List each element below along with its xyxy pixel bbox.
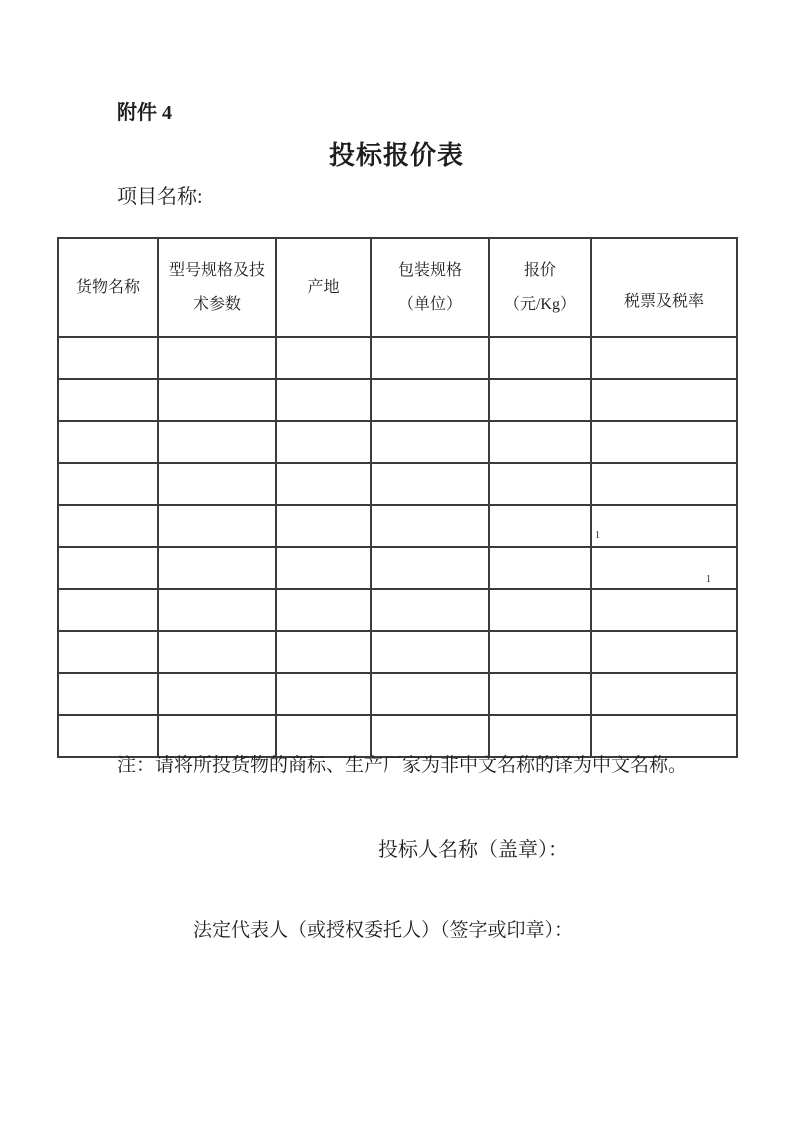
table-cell [591,589,737,631]
table-body [58,337,737,757]
table-cell [489,379,591,421]
project-name-label: 项目名称: [117,186,203,208]
table-cell [158,547,276,589]
table-row [58,379,737,421]
table-cell [158,421,276,463]
table-cell [591,547,737,589]
table-cell [489,673,591,715]
table-row [58,547,737,589]
table-cell [371,631,489,673]
page-title: 投标报价表 [328,141,464,170]
column-header-line: 货物名称 [75,278,140,296]
table-cell [591,715,737,757]
table-cell [58,715,158,757]
table-cell [591,379,737,421]
table-cell [489,421,591,463]
table-cell [58,631,158,673]
table-cell [158,379,276,421]
table-row [58,673,737,715]
table-cell [276,337,371,379]
quote-table [57,237,738,758]
legal-rep-sign-label: 法定代表人（或授权委托人）（签字或印章）： [193,920,574,941]
table-cell [158,631,276,673]
table-header-row [58,238,737,337]
column-header-line: 税票及税率 [623,293,704,310]
table-cell [158,589,276,631]
column-header-line: 型号规格及技 [168,261,265,279]
table-row [58,631,737,673]
table-cell [158,673,276,715]
column-header-packaging [371,238,489,337]
table-cell [489,463,591,505]
table-cell [591,673,737,715]
table-row [58,715,737,757]
table-cell [276,631,371,673]
table-row [58,463,737,505]
table-cell [371,463,489,505]
table-row [58,589,737,631]
table-row [58,505,737,547]
table-cell [58,463,158,505]
table-cell [591,421,737,463]
table-cell [489,631,591,673]
table-cell [371,589,489,631]
table-cell [371,421,489,463]
table-cell [591,463,737,505]
table-cell [276,589,371,631]
table-cell [489,589,591,631]
table-cell [276,505,371,547]
column-header-line: （元/Kg） [503,295,576,313]
footnote-marker: 1 [595,530,600,541]
table-row [58,337,737,379]
table-cell [276,715,371,757]
table-cell [58,589,158,631]
table-cell [371,337,489,379]
table-cell [58,673,158,715]
table-cell [371,547,489,589]
table-cell [276,379,371,421]
table-header [58,238,737,337]
table-row [58,421,737,463]
table-cell [58,547,158,589]
table-cell [489,337,591,379]
table-cell [591,337,737,379]
table-cell [158,715,276,757]
table-cell [276,421,371,463]
column-header-goods-name [58,238,158,337]
table-cell [58,337,158,379]
table-cell [371,673,489,715]
table-cell [58,379,158,421]
bidder-seal-label: 投标人名称（盖章）： [378,839,568,861]
column-header-line: （单位） [397,295,462,313]
column-header-tax [591,238,737,337]
column-header-line: 术参数 [192,295,241,313]
table-cell [489,547,591,589]
attachment-label: 附件 4 [117,102,172,124]
column-header-line: 包装规格 [397,261,462,279]
table-cell [489,715,591,757]
table-cell [371,715,489,757]
column-header-origin [276,238,371,337]
table-cell [371,505,489,547]
table-cell [58,421,158,463]
column-header-model-specs [158,238,276,337]
table-cell [371,379,489,421]
table-cell [158,463,276,505]
table-cell [591,631,737,673]
table-cell [276,547,371,589]
table-cell [58,505,158,547]
footnote-marker: 1 [706,574,711,585]
column-header-price [489,238,591,337]
table-cell [158,505,276,547]
table-cell [158,337,276,379]
table-cell [591,505,737,547]
column-header-line: 产地 [307,278,340,296]
column-header-line: 报价 [523,261,556,279]
table-cell [276,673,371,715]
table-cell [276,463,371,505]
note-text: 注：请将所投货物的商标、生产厂家为非中文名称的译为中文名称。 [117,755,688,776]
table-cell [489,505,591,547]
